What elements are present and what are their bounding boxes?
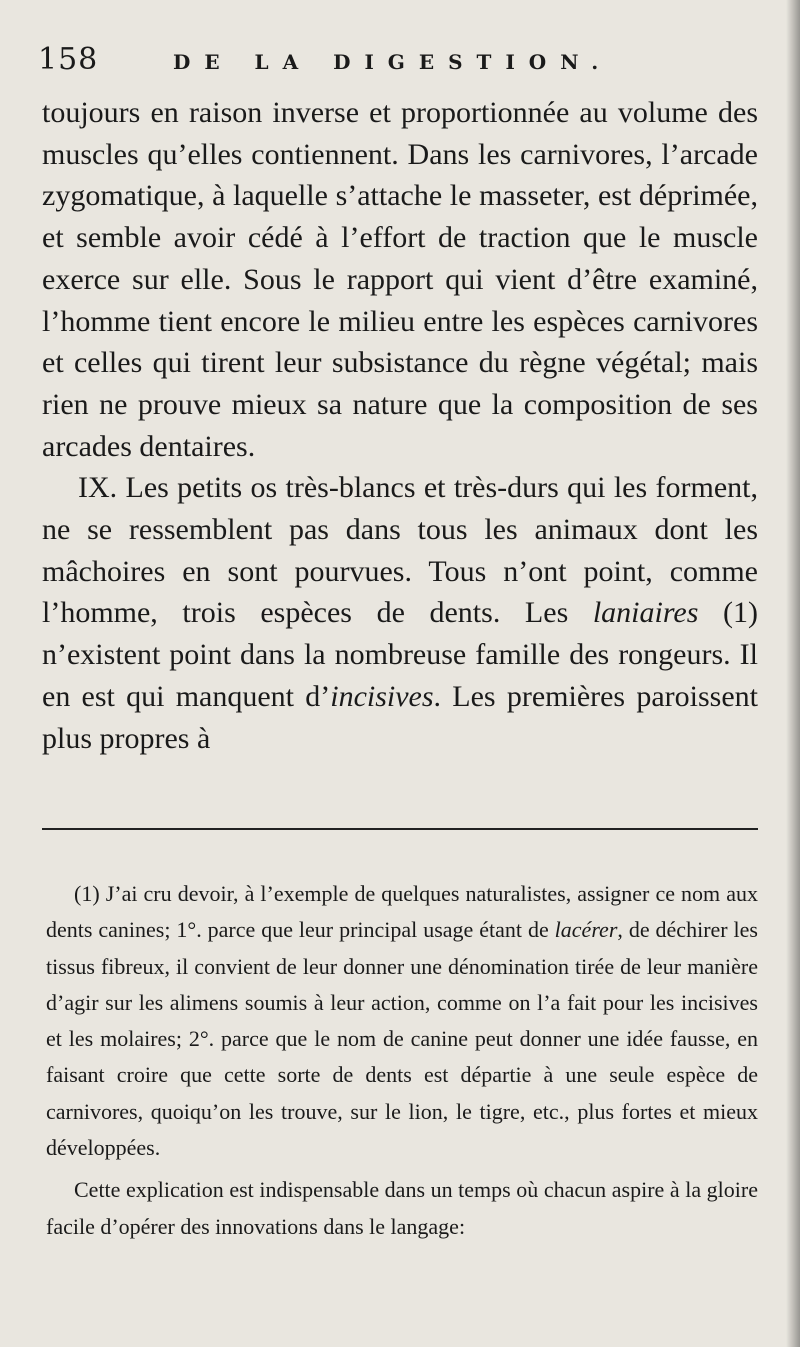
footnotes — [46, 876, 758, 1245]
footnote-1-text-2: , de déchirer les tissus fibreux, il convient de leur donner une dénomination tirée de leur manière d’agir sur les alimens soumis à leur action, comme on l’a fait pour les incisives et les molaires; 2°. parce que le nom de canine peut donner une idée fausse, en faisant croire que cette sorte de dents est départie à une seule espèce de carnivores, quoiqu’on les trouve, sur le lion, le tigre, etc., plus fortes et mieux développées. — [46, 917, 758, 1161]
term-laniaires: laniaires — [592, 596, 699, 630]
paragraph-ix-text-3: . Les premières paroissent plus propres à — [42, 679, 758, 755]
paragraph-ix-text-1: IX. Les petits os très-blancs et très-durs qui les forment, ne se ressemblent pas dans tous les animaux dont les mâchoires en sont pourvues. Tous n’ont point, comme l’homme, trois espèces de dents. Les — [42, 471, 758, 630]
term-incisives: incisives — [330, 679, 434, 713]
main-text — [42, 92, 758, 759]
footnote-1-continuation: Cette explication est indispensable dans un temps où chacun aspire à la gloire facile d’opérer des innovations dans le langage: — [46, 1177, 758, 1239]
footnote-1-text-1: (1) J’ai cru devoir, à l’exemple de quelques naturalistes, assigner ce nom aux dents canines; 1°. parce que leur principal usage étant de — [46, 881, 758, 943]
paragraph-ix — [42, 467, 758, 759]
paragraph-ix-text-2: (1) n’existent point dans la nombreuse famille des rongeurs. Il en est qui manquent d’ — [42, 596, 758, 713]
paragraph-continued: toujours en raison inverse et proportionnée au volume des muscles qu’elles contiennent. Dans les carnivores, l’arcade zygomatique, à laquelle s’attache le masseter, est déprimée, et semble avoir cédé à l’effort de traction que le muscle exerce sur elle. Sous le rapport qui vient d’être examiné, l’homme tient encore le milieu entre les espèces carnivores et celles qui tirent leur subsistance du règne végétal; mais rien ne prouve mieux sa nature que la composition de ses arcades dentaires. — [42, 96, 758, 463]
page-number: 158 — [38, 42, 99, 77]
page-header — [38, 42, 758, 82]
footnote-1 — [46, 876, 758, 1166]
page-edge-shadow — [786, 0, 800, 1347]
term-lacerer: lacérer — [554, 917, 618, 943]
running-title: DE LA DIGESTION. — [173, 50, 613, 74]
footnote-divider — [42, 828, 758, 830]
